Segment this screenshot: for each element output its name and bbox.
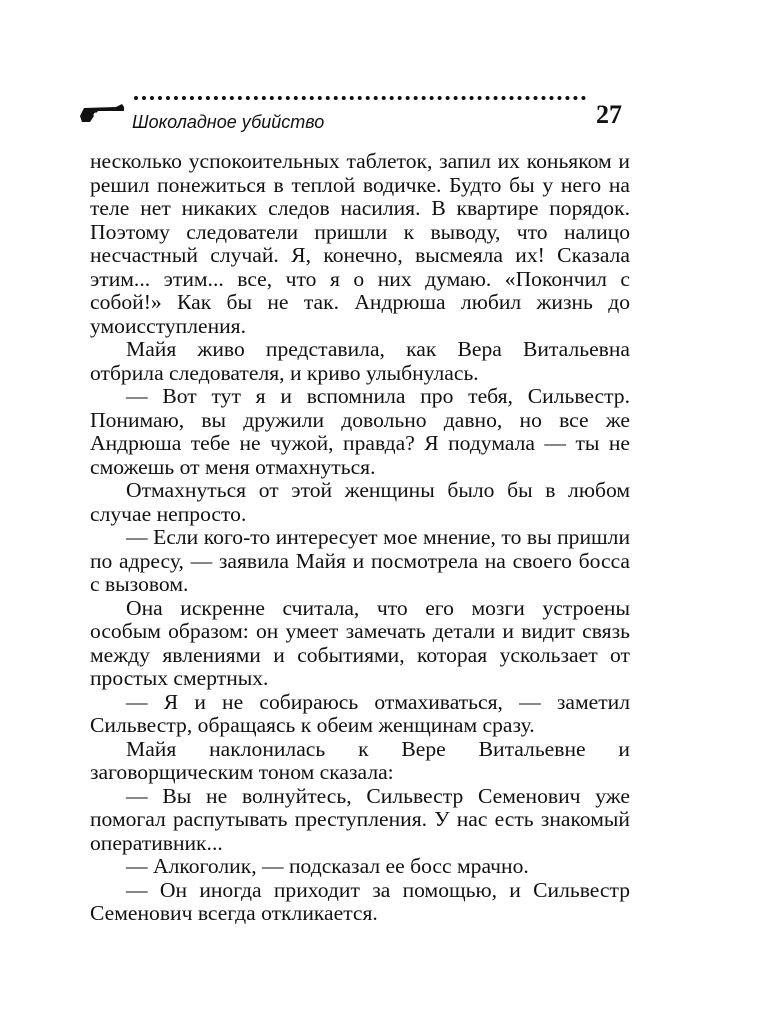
paragraph: несколько успокоительных таблеток, запил их коньяком и решил понежиться в теплой водичке. Будто бы у него на теле нет никаких следов насилия. В квартире порядок. Поэтому следователи пришли к выводу, что налицо несчастный случай. Я, конечно, высмеяла их! Сказала этим... этим... все, что я о них думаю. «Покончил с собой!» Как бы не так. Андрюша любил жизнь до умоисступления. — [90, 149, 630, 338]
paragraph: Майя наклонилась к Вере Витальевне и заговорщическим тоном сказала: — [90, 736, 630, 784]
body-text — [90, 150, 630, 926]
running-title: Шоколадное убийство — [132, 112, 325, 132]
paragraph: Майя живо представила, как Вера Витальевна отбрила следователя, и криво улыбнулась. — [90, 337, 630, 385]
paragraph: — Вы не волнуйтесь, Сильвестр Семенович уже помогал распутывать преступления. У нас есть знакомый оперативник... — [90, 783, 630, 855]
paragraph: — Вот тут я и вспомнила про тебя, Сильвестр. Понимаю, вы дружили довольно давно, но все же Андрюша тебе не чужой, правда? Я подумала — ты не сможешь от меня отмахнуться. — [90, 384, 630, 479]
revolver-icon — [78, 102, 126, 124]
paragraph: — Он иногда приходит за помощью, и Сильвестр Семенович всегда откликается. — [90, 877, 630, 925]
paragraph: — Я и не собираюсь отмахиваться, — заметил Сильвестр, обращаясь к обеим женщинам сразу. — [90, 689, 630, 737]
paragraph: — Если кого-то интересует мое мнение, то вы пришли по адресу, — заявила Майя и посмотрела на своего босса с вызовом. — [90, 525, 630, 596]
page-number: 27 — [596, 100, 622, 129]
paragraph: Отмахнуться от этой женщины было бы в любом случае непросто. — [90, 478, 630, 526]
header-dotted-rule — [134, 96, 586, 100]
paragraph: Она искренне считала, что его мозги устроены особым образом: он умеет замечать детали и видит связь между явлениями и событиями, которая ускользает от простых смертных. — [90, 595, 630, 690]
paragraph: — Алкоголик, — подсказал ее босс мрачно. — [126, 854, 529, 878]
